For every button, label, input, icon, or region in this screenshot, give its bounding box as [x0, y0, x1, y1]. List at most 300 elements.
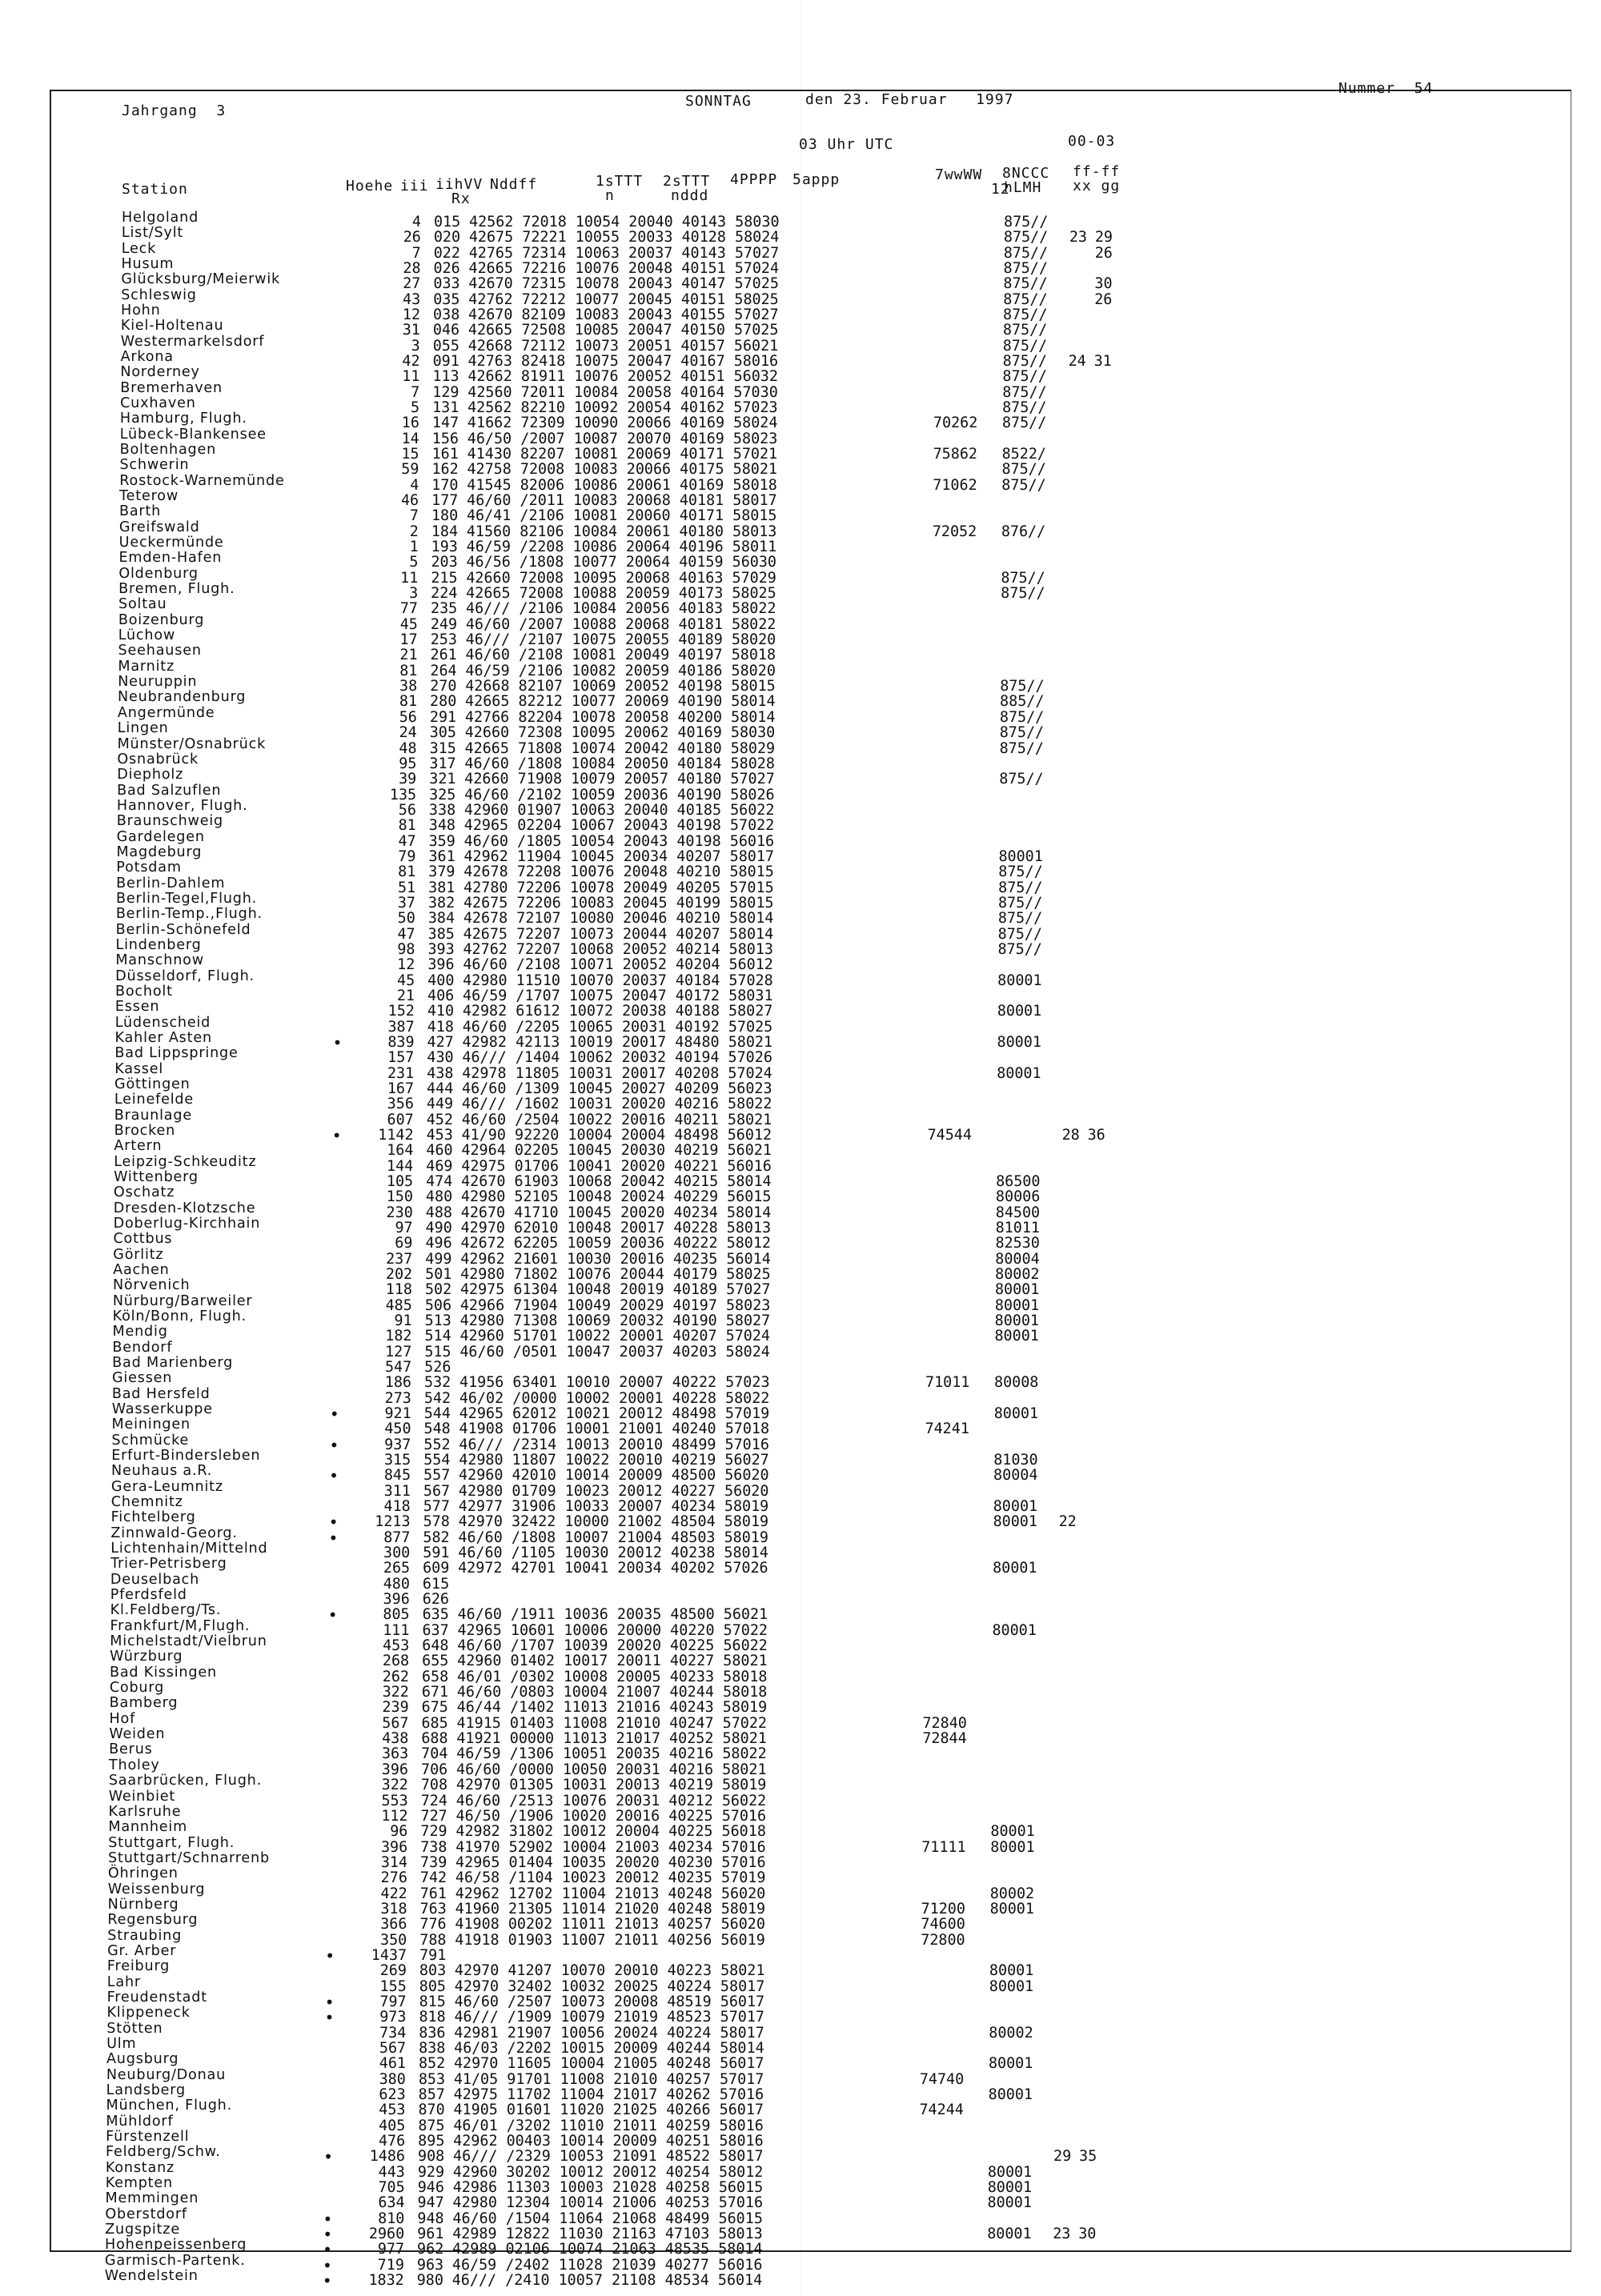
group-8nccc: 875//	[1004, 214, 1049, 230]
synop-groups: 46/58 /1104 10023 20012 40235 57019	[455, 1869, 766, 1887]
synop-groups: 42660 72008 10095 20068 40163 57029	[466, 569, 776, 587]
group-7wwww: 72800	[921, 1931, 965, 1949]
station-elevation: 396	[380, 1838, 408, 1856]
group-8nccc: 80001	[993, 1560, 1037, 1577]
page-frame	[50, 90, 1571, 2252]
station-elevation: 485	[385, 1296, 412, 1314]
station-id: 427	[427, 1033, 454, 1051]
synop-groups: 42982 42113 10019 20017 48480 58021	[462, 1033, 773, 1051]
station-elevation: 1832	[368, 2272, 404, 2289]
station-elevation: 2960	[368, 2225, 405, 2242]
synop-groups: 46/60 /2108 10071 20052 40204 56012	[463, 956, 773, 974]
station-elevation: 12	[402, 307, 421, 324]
station-id: 836	[419, 2024, 446, 2042]
synop-groups: 42965 62012 10021 20012 48498 57019	[459, 1405, 770, 1423]
station-name: Soltau	[118, 596, 167, 613]
group-8nccc: 875//	[997, 925, 1043, 943]
station-id: 948	[417, 2210, 444, 2227]
station-name: Wittenberg	[114, 1168, 199, 1185]
station-name: Memmingen	[105, 2190, 199, 2207]
station-elevation: 237	[386, 1250, 413, 1268]
col-rx: Rx	[451, 190, 471, 207]
synop-groups: 46/60 /1911 10036 20035 48500 56021	[457, 1606, 768, 1624]
group-8nccc: 875//	[997, 940, 1042, 958]
synop-groups: 42960 01402 10017 20011 40227 58021	[457, 1653, 768, 1670]
group-8nccc: 875//	[1003, 275, 1048, 293]
synop-groups: 46/60 /1805 10054 20043 40198 56016	[463, 832, 775, 850]
station-name: Oberstdorf	[105, 2206, 187, 2222]
station-id: 838	[419, 2039, 446, 2057]
station-id: 776	[419, 1916, 447, 1933]
station-elevation: 7	[411, 383, 420, 401]
station-elevation: 16	[401, 415, 419, 432]
synop-groups: 42678 72208 10076 20048 40210 58015	[463, 864, 774, 881]
station-name: Manschnow	[115, 952, 204, 969]
station-name: Dresden-Klotzsche	[113, 1200, 256, 1216]
station-elevation: 877	[383, 1529, 411, 1546]
station-name: Lindenberg	[115, 936, 202, 953]
group-8nccc: 885//	[1000, 693, 1045, 711]
station-id: 022	[433, 244, 460, 262]
group-7wwww: 74544	[927, 1126, 972, 1144]
synop-groups: 46/50 /2007 10087 20070 40169 58023	[467, 430, 778, 447]
date-label: den 23. Februar 1997	[805, 91, 1014, 108]
synop-groups: 42670 61903 10068 20042 40215 58014	[461, 1172, 772, 1190]
station-elevation: 977	[377, 2241, 405, 2258]
group-8nccc: 80008	[994, 1374, 1039, 1392]
station-name: Cottbus	[113, 1231, 173, 1248]
group-8nccc: 80001	[987, 2225, 1032, 2242]
station-name: Chemnitz	[110, 1494, 183, 1511]
synop-groups: 46/60 /1808 10007 21004 48503 58019	[458, 1529, 768, 1546]
station-name: Braunlage	[114, 1107, 192, 1124]
station-id: 637	[422, 1621, 449, 1639]
station-id: 113	[432, 368, 459, 386]
station-elevation: 356	[387, 1096, 414, 1113]
station-elevation: 98	[397, 940, 415, 958]
station-id: 962	[417, 2241, 444, 2258]
station-id: 469	[426, 1157, 453, 1175]
station-name: Seehausen	[118, 643, 202, 659]
station-mark: •	[327, 1605, 338, 1625]
synop-groups: 46/60 /2513 10076 20031 40212 56022	[455, 1792, 767, 1809]
synop-groups: 42665 82212 10077 20069 40190 58014	[465, 693, 776, 711]
station-elevation: 839	[387, 1033, 415, 1051]
station-name: Bad Hersfeld	[111, 1385, 211, 1402]
group-7wwww: 75862	[933, 446, 977, 463]
station-name: Lübeck-Blankensee	[119, 426, 267, 443]
station-elevation: 322	[381, 1777, 408, 1794]
group-8nccc: 875//	[1003, 307, 1048, 324]
station-elevation: 262	[382, 1668, 409, 1685]
station-name: Lüchow	[118, 627, 176, 644]
station-elevation: 81	[398, 817, 416, 835]
station-elevation: 31	[402, 322, 420, 339]
group-8nccc: 875//	[998, 864, 1043, 881]
station-id: 449	[426, 1096, 454, 1113]
station-id: 359	[428, 832, 455, 850]
station-elevation: 422	[380, 1885, 407, 1902]
station-elevation: 5	[409, 554, 419, 571]
synop-groups: 46/60 /2205 10065 20031 40192 57025	[462, 1018, 773, 1036]
station-id: 685	[421, 1714, 448, 1732]
station-elevation: 164	[387, 1142, 414, 1160]
station-id: 321	[429, 771, 456, 788]
synop-groups: 42665 71808 10074 20042 40180 58029	[464, 739, 776, 757]
group-8nccc: 875//	[1003, 260, 1048, 277]
synop-groups: 41560 82106 10084 20061 40180 58013	[466, 523, 777, 540]
station-elevation: 38	[399, 678, 418, 695]
station-elevation: 112	[381, 1807, 408, 1825]
station-id: 488	[425, 1204, 452, 1221]
col-ffff: ff-ff	[1073, 163, 1121, 180]
station-name: Bad Kissingen	[109, 1664, 217, 1681]
station-elevation: 311	[383, 1482, 411, 1500]
station-id: 305	[429, 724, 456, 742]
station-mark: •	[322, 2271, 332, 2290]
synop-groups: 42670 41710 10045 20020 40234 58014	[460, 1204, 772, 1221]
station-elevation: 476	[378, 2132, 406, 2150]
station-elevation: 273	[384, 1389, 411, 1407]
station-name: Kempten	[105, 2174, 173, 2191]
station-id: 170	[431, 476, 459, 494]
station-elevation: 453	[383, 1637, 410, 1655]
station-name: Deuselbach	[110, 1571, 200, 1588]
station-name: Schwerin	[119, 457, 190, 474]
synop-groups: 42960 01907 10063 20040 40185 56022	[463, 801, 775, 819]
station-elevation: 186	[384, 1374, 411, 1392]
synop-groups: 42765 72314 10063 20037 40143 57027	[468, 244, 780, 262]
station-id: 961	[417, 2225, 444, 2242]
station-name: Rostock-Warnemünde	[119, 472, 285, 489]
synop-groups: 41545 82006 10086 20061 40169 58018	[467, 476, 777, 494]
station-elevation: 734	[379, 2024, 407, 2042]
synop-groups: 42766 82204 10078 20058 40200 58014	[464, 708, 776, 726]
station-elevation: 318	[380, 1900, 407, 1917]
station-id: 406	[427, 987, 455, 1004]
synop-groups: 46/60 /1707 10039 20020 40225 56022	[457, 1637, 768, 1655]
station-elevation: 480	[383, 1575, 410, 1593]
station-id: 338	[428, 801, 456, 819]
station-elevation: 845	[383, 1467, 411, 1485]
station-name: Nürburg/Barweiler	[112, 1292, 253, 1309]
station-name: Hannover, Flugh.	[116, 797, 248, 814]
station-id: 635	[422, 1606, 449, 1624]
group-8nccc: 80001	[990, 1823, 1035, 1841]
station-name: Frankfurt/M,Flugh.	[110, 1617, 251, 1634]
synop-groups: 46/60 /1309 10045 20027 40209 56023	[462, 1080, 772, 1097]
group-8nccc: 80001	[997, 972, 1042, 989]
station-name: Oldenburg	[118, 565, 199, 582]
station-id: 526	[424, 1359, 451, 1376]
synop-groups: 46/// /2106 10084 20056 40183 58022	[466, 600, 776, 618]
station-name: Boltenhagen	[119, 442, 217, 459]
station-mark: •	[329, 1404, 339, 1424]
station-name: Freudenstadt	[106, 1989, 207, 2005]
station-name: Saarbrücken, Flugh.	[108, 1773, 263, 1789]
group-7wwww: 71111	[921, 1838, 966, 1856]
group-8nccc: 875//	[1002, 353, 1047, 371]
synop-groups: 41970 52902 10004 21003 40234 57016	[455, 1838, 766, 1856]
col-5appp: 5appp	[792, 171, 841, 188]
station-elevation: 265	[383, 1560, 411, 1577]
station-id: 908	[418, 2148, 445, 2166]
station-mark: •	[324, 2008, 335, 2028]
station-name: Berlin-Dahlem	[116, 875, 226, 892]
station-name: Konstanz	[105, 2159, 175, 2176]
group-8nccc: 875//	[999, 771, 1044, 788]
station-name: Meiningen	[111, 1416, 191, 1433]
station-name: Görlitz	[113, 1246, 164, 1263]
station-id: 544	[423, 1405, 451, 1423]
synop-groups: 42662 81911 10076 20052 40151 56032	[467, 368, 778, 386]
synop-groups: 46/60 /2507 10073 20008 48519 56017	[454, 1993, 765, 2010]
station-name: Klippeneck	[106, 2005, 191, 2022]
synop-groups: 42668 72112 10073 20051 40157 56021	[467, 337, 779, 355]
group-7wwww: 71062	[933, 476, 977, 494]
synop-groups: 42668 82107 10069 20052 40198 58015	[465, 678, 776, 695]
synop-groups: 42763 82418 10075 20047 40167 58016	[467, 353, 779, 371]
station-name: Osnabrück	[117, 751, 199, 767]
station-mark: •	[328, 1528, 339, 1548]
station-elevation: 810	[378, 2210, 405, 2227]
group-8nccc: 8522/	[1001, 446, 1046, 463]
gust-gg: 29	[1094, 229, 1113, 246]
station-name: Magdeburg	[116, 843, 203, 860]
station-name: Bad Marienberg	[112, 1355, 234, 1372]
station-name: Berlin-Temp.,Flugh.	[115, 906, 263, 923]
synop-groups: 46/01 /3202 11010 21011 40259 58016	[453, 2117, 764, 2134]
station-name: Essen	[114, 999, 160, 1016]
station-id: 418	[427, 1018, 454, 1036]
group-8nccc: 875//	[1001, 569, 1045, 587]
station-id: 193	[431, 539, 458, 556]
synop-groups: 46/41 /2106 10081 20060 40171 58015	[466, 507, 777, 525]
station-name: Landsberg	[106, 2082, 186, 2098]
group-7wwww: 71200	[921, 1900, 965, 1917]
station-elevation: 150	[386, 1188, 413, 1206]
station-elevation: 77	[399, 600, 418, 618]
station-elevation: 46	[400, 492, 419, 510]
station-name: Berlin-Schönefeld	[115, 921, 251, 938]
synop-groups: 42980 01709 10023 20012 40227 56020	[458, 1482, 769, 1500]
station-id: 235	[431, 600, 458, 618]
station-name: Lichtenhain/Mittelnd	[110, 1541, 268, 1557]
col-nddff: Nddff	[490, 176, 538, 193]
station-id: 502	[424, 1281, 452, 1299]
station-id: 384	[427, 910, 455, 928]
group-8nccc: 80001	[993, 1498, 1038, 1516]
synop-groups: 42982 61612 10072 20038 40188 58027	[462, 1003, 773, 1020]
station-name: Würzburg	[110, 1649, 183, 1665]
synop-groups: 41/90 92220 10004 20004 48498 56012	[461, 1126, 772, 1144]
station-id: 091	[432, 353, 459, 371]
group-8nccc: 80001	[997, 1064, 1041, 1082]
synop-groups: 42970 32402 10032 20025 40224 58017	[454, 1977, 765, 1995]
synop-groups: 42970 11605 10004 21005 40248 56017	[453, 2055, 764, 2073]
station-name: Münster/Osnabrück	[117, 735, 267, 752]
station-name: Garmisch-Partenk.	[104, 2252, 246, 2269]
gust-gg: 26	[1094, 244, 1113, 262]
station-id: 499	[425, 1250, 452, 1268]
synop-groups: 42980 71308 10069 20032 40190 58027	[459, 1312, 771, 1330]
station-id: 315	[429, 739, 456, 757]
station-id: 381	[428, 879, 455, 896]
station-id: 026	[433, 260, 460, 277]
station-id: 264	[430, 662, 457, 679]
station-mark: •	[328, 1513, 339, 1533]
station-mark: •	[323, 2224, 333, 2244]
station-id: 379	[428, 864, 455, 881]
station-elevation: 314	[380, 1853, 408, 1871]
station-name: Ulm	[106, 2035, 137, 2052]
station-elevation: 4	[411, 214, 421, 230]
station-name: Stuttgart, Flugh.	[108, 1834, 235, 1851]
station-elevation: 719	[377, 2256, 404, 2274]
station-elevation: 937	[384, 1436, 411, 1453]
station-name: Bad Lippspringe	[114, 1045, 239, 1062]
synop-groups: 46/02 /0000 10002 20001 40228 58022	[459, 1389, 770, 1407]
group-8nccc: 875//	[997, 910, 1043, 928]
synop-groups: 42986 11303 10003 21028 40258 56015	[452, 2178, 764, 2196]
station-id: 261	[430, 647, 457, 664]
synop-groups: 46/59 /2402 11028 21039 40277 56016	[451, 2256, 763, 2274]
station-elevation: 300	[383, 1545, 411, 1562]
station-id: 430	[427, 1049, 454, 1067]
station-id: 253	[430, 631, 457, 649]
synop-groups: 46/59 /2106 10082 20059 40186 58020	[465, 662, 776, 679]
synop-groups: 42980 52105 10048 20024 40229 56015	[460, 1188, 772, 1206]
station-elevation: 95	[399, 755, 417, 772]
station-name: Michelstadt/Vielbrun	[110, 1633, 267, 1650]
synop-groups: 42989 12822 11030 21163 47103 58013	[452, 2225, 763, 2242]
station-id: 033	[433, 275, 460, 293]
gust-xx: 24	[1068, 353, 1086, 371]
station-id: 727	[420, 1807, 447, 1825]
synop-groups: 42670 82109 10083 20043 40155 57027	[468, 307, 779, 324]
station-name: Trier-Petrisberg	[110, 1556, 227, 1573]
synop-groups: 41918 01903 11007 21011 40256 56019	[455, 1931, 765, 1949]
station-name: Husum	[121, 256, 175, 272]
station-id: 870	[418, 2102, 445, 2119]
station-id: 203	[431, 554, 458, 571]
station-name: Neuruppin	[118, 674, 198, 691]
synop-groups: 42970 32422 10000 21002 48504 58019	[458, 1513, 769, 1531]
synop-groups: 42964 02205 10045 20030 40219 56021	[461, 1142, 772, 1160]
synop-groups: 42660 72308 10095 20062 40169 58030	[464, 724, 776, 742]
group-8nccc: 80001	[987, 2163, 1033, 2181]
station-elevation: 363	[381, 1745, 409, 1763]
group-8nccc: 875//	[1001, 476, 1046, 494]
synop-groups: 46/// /2107 10075 20055 40189 58020	[465, 631, 776, 649]
station-id: 291	[429, 708, 457, 726]
station-elevation: 2	[409, 523, 419, 540]
station-elevation: 17	[399, 631, 418, 649]
station-id: 015	[434, 214, 461, 230]
group-7wwww: 74600	[921, 1916, 965, 1933]
station-id: 763	[419, 1900, 447, 1917]
group-8nccc: 80006	[995, 1188, 1041, 1206]
station-id: 215	[431, 569, 458, 587]
station-elevation: 105	[386, 1172, 414, 1190]
group-8nccc: 80002	[989, 1885, 1035, 1902]
synop-groups: 42981 21907 10056 20024 40224 58017	[454, 2024, 764, 2042]
synop-groups: 42660 71908 10079 20057 40180 57027	[464, 771, 775, 788]
station-name: Bremen, Flugh.	[118, 581, 235, 598]
station-name: Braunschweig	[116, 813, 224, 830]
station-elevation: 21	[399, 647, 418, 664]
synop-groups: 46/// /1404 10062 20032 40194 57026	[462, 1049, 772, 1067]
synop-groups: 46/60 /2007 10088 20068 40181 58022	[465, 615, 776, 633]
station-name: Stuttgart/Schnarrenb	[108, 1849, 270, 1866]
station-id: 688	[421, 1730, 448, 1748]
station-name: Leipzig-Schkeuditz	[114, 1153, 257, 1170]
gust-gg: 26	[1094, 291, 1113, 308]
station-elevation: 607	[387, 1111, 414, 1128]
station-elevation: 623	[379, 2086, 406, 2103]
station-mark: •	[323, 2240, 333, 2260]
station-name: Weissenburg	[107, 1881, 206, 1897]
station-id: 506	[424, 1296, 452, 1314]
station-id: 382	[427, 894, 455, 912]
synop-groups: 46/59 /1707 10075 20047 40172 58031	[463, 987, 773, 1004]
group-7wwww: 70262	[933, 415, 978, 432]
station-name: Düsseldorf, Flugh.	[115, 968, 255, 984]
synop-groups: 42675 72206 10083 20045 40199 58015	[463, 894, 774, 912]
synop-groups: 42965 02204 10067 20043 40198 57022	[463, 817, 775, 835]
station-name: Schmücke	[111, 1432, 190, 1449]
station-name: Neubrandenburg	[118, 689, 247, 706]
station-id: 410	[427, 1003, 455, 1020]
synop-groups: 46/60 /1504 11064 21068 48499 56015	[452, 2210, 763, 2227]
station-id: 280	[430, 693, 457, 711]
col-1sttt-sub: n	[605, 187, 615, 204]
station-name: Öhringen	[107, 1865, 179, 1882]
gust-gg: 30	[1078, 2225, 1097, 2242]
station-elevation: 135	[389, 786, 417, 803]
group-7wwww: 72844	[922, 1730, 967, 1748]
group-8nccc: 86500	[996, 1172, 1041, 1190]
station-id: 552	[423, 1436, 451, 1453]
station-elevation: 26	[403, 229, 421, 246]
station-name: Neuburg/Donau	[106, 2066, 227, 2083]
station-name: Brocken	[114, 1122, 176, 1139]
station-name: Lüdenscheid	[114, 1014, 211, 1031]
station-name: Hohenpeissenberg	[105, 2237, 247, 2254]
station-id: 453	[426, 1126, 453, 1144]
group-8nccc: 875//	[999, 724, 1045, 742]
station-elevation: 51	[397, 879, 416, 896]
station-name: Wendelstein	[104, 2268, 199, 2284]
station-elevation: 380	[379, 2070, 406, 2088]
station-name: Schleswig	[121, 286, 197, 303]
col-7wwww-sub: 12	[991, 181, 1010, 198]
station-id: 655	[422, 1653, 449, 1670]
station-id: 020	[433, 229, 461, 246]
group-8nccc: 875//	[999, 739, 1044, 757]
station-id: 514	[424, 1328, 451, 1345]
synop-groups: 42762 72212 10077 20045 40151 58025	[468, 291, 779, 308]
station-id: 542	[423, 1389, 451, 1407]
station-id: 385	[427, 925, 455, 943]
station-id: 708	[420, 1777, 448, 1794]
gust-gg: 31	[1093, 353, 1112, 371]
synop-groups: 42962 12702 11004 21013 40248 56020	[455, 1885, 766, 1902]
gust-xx: 23	[1069, 229, 1087, 246]
station-id: 393	[427, 940, 455, 958]
station-elevation: 152	[387, 1003, 415, 1020]
station-name: Lahr	[106, 1973, 141, 1990]
